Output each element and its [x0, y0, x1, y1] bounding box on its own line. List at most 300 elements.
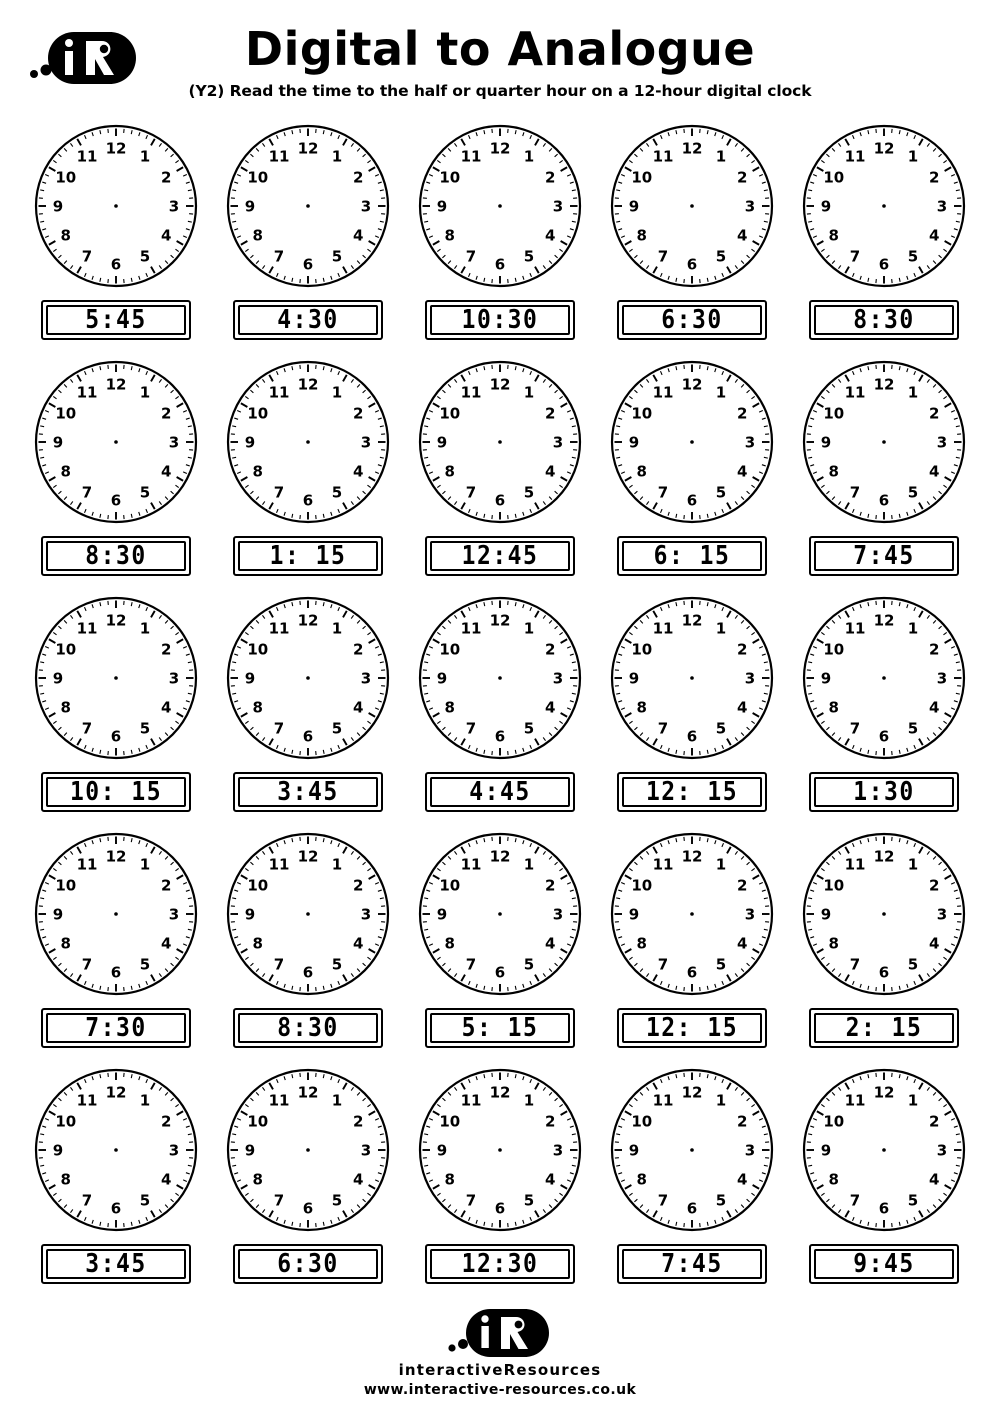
svg-text:2: 2 [737, 876, 748, 895]
digital-display-bezel [814, 305, 954, 335]
digital-time-display [233, 1244, 383, 1284]
digital-time-text: 12: 15 [645, 776, 739, 806]
svg-text:1: 1 [139, 619, 151, 638]
svg-text:10: 10 [55, 876, 77, 895]
svg-text:6: 6 [686, 727, 698, 746]
svg-text:8: 8 [60, 226, 71, 245]
digital-time-display [425, 536, 575, 576]
svg-text:7: 7 [849, 247, 861, 266]
svg-text:8: 8 [60, 698, 71, 717]
page-title: Digital to Analogue [244, 22, 756, 76]
svg-text:3: 3 [936, 197, 948, 216]
digital-time-text: 5: 15 [461, 1012, 539, 1042]
svg-text:3: 3 [552, 197, 564, 216]
svg-text:3: 3 [552, 669, 564, 688]
clock-task-cell [596, 1062, 788, 1298]
svg-text:12: 12 [873, 139, 895, 158]
digital-display-bezel [238, 1249, 378, 1279]
svg-text:1: 1 [331, 619, 343, 638]
digital-time-text: 12:45 [461, 540, 539, 570]
svg-text:5: 5 [331, 247, 343, 266]
clock-task-cell [404, 1062, 596, 1298]
svg-text:7: 7 [465, 719, 477, 738]
digital-time-text: 6: 15 [653, 540, 731, 570]
svg-text:10: 10 [631, 168, 653, 187]
analogue-clock-face[interactable] [412, 118, 588, 294]
analogue-clock-face[interactable] [796, 354, 972, 530]
analogue-clock-face[interactable] [28, 590, 204, 766]
svg-text:5: 5 [331, 719, 343, 738]
digital-time-display [617, 536, 767, 576]
svg-text:6: 6 [302, 727, 314, 746]
analogue-clock-face[interactable] [412, 354, 588, 530]
svg-text:7: 7 [81, 719, 93, 738]
svg-text:12: 12 [489, 847, 511, 866]
svg-text:3: 3 [168, 433, 180, 452]
analogue-clock-face[interactable] [220, 826, 396, 1002]
svg-text:2: 2 [737, 640, 748, 659]
svg-text:6: 6 [110, 1199, 122, 1218]
svg-text:7: 7 [273, 719, 285, 738]
clock-task-cell [404, 354, 596, 590]
digital-display-bezel [622, 1249, 762, 1279]
digital-time-display [41, 1244, 191, 1284]
svg-text:7: 7 [273, 483, 285, 502]
digital-display-bezel [622, 777, 762, 807]
svg-text:5: 5 [331, 483, 343, 502]
digital-time-text: 7:45 [661, 1248, 723, 1278]
svg-text:2: 2 [737, 404, 748, 423]
svg-text:9: 9 [628, 1141, 640, 1160]
digital-display-bezel [622, 305, 762, 335]
analogue-clock-face[interactable] [796, 590, 972, 766]
svg-text:8: 8 [636, 934, 647, 953]
analogue-clock-face[interactable] [412, 1062, 588, 1238]
analogue-clock-face[interactable] [604, 118, 780, 294]
analogue-clock-face[interactable] [604, 1062, 780, 1238]
svg-text:11: 11 [652, 1091, 674, 1110]
svg-text:7: 7 [81, 483, 93, 502]
svg-text:6: 6 [686, 1199, 698, 1218]
svg-text:11: 11 [76, 619, 98, 638]
analogue-clock-face[interactable] [604, 354, 780, 530]
svg-text:8: 8 [828, 698, 839, 717]
svg-text:9: 9 [244, 1141, 256, 1160]
svg-text:5: 5 [715, 719, 727, 738]
digital-time-display [809, 536, 959, 576]
svg-text:6: 6 [302, 963, 314, 982]
svg-text:2: 2 [929, 876, 940, 895]
svg-text:6: 6 [494, 963, 506, 982]
svg-text:2: 2 [353, 876, 364, 895]
svg-text:10: 10 [439, 1112, 461, 1131]
digital-time-text: 10: 15 [69, 776, 163, 806]
svg-text:2: 2 [737, 1112, 748, 1131]
svg-text:11: 11 [268, 383, 290, 402]
svg-text:12: 12 [873, 375, 895, 394]
svg-text:7: 7 [81, 1191, 93, 1210]
svg-text:3: 3 [744, 197, 756, 216]
svg-text:7: 7 [657, 719, 669, 738]
digital-display-bezel [814, 1249, 954, 1279]
analogue-clock-face[interactable] [28, 354, 204, 530]
svg-text:4: 4 [545, 462, 556, 481]
digital-display-bezel [430, 1013, 570, 1043]
svg-text:8: 8 [444, 462, 455, 481]
analogue-clock-face[interactable] [28, 1062, 204, 1238]
svg-text:1: 1 [907, 619, 919, 638]
svg-text:9: 9 [628, 433, 640, 452]
svg-text:3: 3 [744, 1141, 756, 1160]
svg-text:10: 10 [823, 1112, 845, 1131]
svg-text:3: 3 [360, 197, 372, 216]
svg-text:9: 9 [436, 1141, 448, 1160]
analogue-clock-face[interactable] [220, 118, 396, 294]
svg-text:8: 8 [60, 934, 71, 953]
svg-text:6: 6 [110, 255, 122, 274]
svg-text:5: 5 [907, 247, 919, 266]
svg-text:3: 3 [360, 669, 372, 688]
svg-text:8: 8 [636, 1170, 647, 1189]
svg-text:10: 10 [823, 404, 845, 423]
svg-text:4: 4 [929, 934, 940, 953]
digital-time-text: 7:45 [853, 540, 915, 570]
clock-task-cell [20, 826, 212, 1062]
digital-display-bezel [46, 1249, 186, 1279]
svg-text:9: 9 [52, 433, 64, 452]
svg-text:3: 3 [552, 905, 564, 924]
svg-text:8: 8 [636, 698, 647, 717]
svg-text:8: 8 [444, 698, 455, 717]
digital-display-bezel [814, 777, 954, 807]
svg-text:4: 4 [737, 226, 748, 245]
svg-text:12: 12 [105, 611, 127, 630]
svg-text:2: 2 [161, 640, 172, 659]
svg-text:9: 9 [436, 433, 448, 452]
svg-text:8: 8 [252, 462, 263, 481]
svg-text:1: 1 [523, 619, 535, 638]
svg-text:10: 10 [55, 640, 77, 659]
svg-text:5: 5 [139, 483, 151, 502]
clock-task-cell [212, 826, 404, 1062]
digital-display-bezel [622, 541, 762, 571]
svg-text:1: 1 [907, 383, 919, 402]
clock-task-cell [404, 590, 596, 826]
svg-text:12: 12 [105, 847, 127, 866]
clock-task-cell [788, 354, 980, 590]
svg-text:12: 12 [489, 375, 511, 394]
svg-text:4: 4 [929, 698, 940, 717]
svg-text:3: 3 [168, 197, 180, 216]
svg-text:5: 5 [523, 955, 535, 974]
svg-text:7: 7 [465, 247, 477, 266]
digital-display-bezel [46, 777, 186, 807]
analogue-clock-face[interactable] [28, 826, 204, 1002]
digital-time-display [809, 1008, 959, 1048]
svg-text:12: 12 [489, 139, 511, 158]
svg-text:10: 10 [631, 640, 653, 659]
analogue-clock-face[interactable] [796, 118, 972, 294]
svg-text:1: 1 [715, 1091, 727, 1110]
svg-text:8: 8 [252, 934, 263, 953]
digital-display-bezel [238, 305, 378, 335]
svg-text:9: 9 [628, 905, 640, 924]
svg-text:9: 9 [244, 433, 256, 452]
svg-text:12: 12 [297, 375, 319, 394]
clock-task-cell [20, 590, 212, 826]
svg-text:8: 8 [252, 1170, 263, 1189]
svg-text:9: 9 [436, 197, 448, 216]
svg-text:6: 6 [110, 491, 122, 510]
svg-text:2: 2 [353, 640, 364, 659]
svg-text:6: 6 [110, 727, 122, 746]
svg-text:1: 1 [331, 855, 343, 874]
digital-time-text: 5:45 [85, 304, 147, 334]
svg-text:7: 7 [849, 719, 861, 738]
svg-text:1: 1 [523, 147, 535, 166]
svg-text:10: 10 [55, 168, 77, 187]
svg-text:4: 4 [353, 934, 364, 953]
svg-text:5: 5 [715, 483, 727, 502]
svg-text:11: 11 [844, 147, 866, 166]
svg-text:4: 4 [161, 462, 172, 481]
svg-text:7: 7 [273, 247, 285, 266]
digital-display-bezel [238, 1013, 378, 1043]
svg-text:7: 7 [273, 1191, 285, 1210]
digital-time-display [425, 772, 575, 812]
svg-text:11: 11 [460, 1091, 482, 1110]
svg-text:2: 2 [353, 168, 364, 187]
svg-text:1: 1 [139, 1091, 151, 1110]
svg-text:1: 1 [715, 147, 727, 166]
svg-text:7: 7 [465, 955, 477, 974]
page-footer [0, 1307, 1000, 1398]
digital-time-text: 9:45 [853, 1248, 915, 1278]
svg-text:3: 3 [360, 433, 372, 452]
digital-display-bezel [814, 541, 954, 571]
svg-text:8: 8 [444, 226, 455, 245]
digital-display-bezel [814, 1013, 954, 1043]
digital-time-display [425, 1008, 575, 1048]
svg-text:10: 10 [247, 640, 269, 659]
svg-text:2: 2 [161, 168, 172, 187]
svg-text:8: 8 [252, 698, 263, 717]
svg-text:12: 12 [105, 139, 127, 158]
clock-task-cell [212, 118, 404, 354]
clock-task-cell [212, 354, 404, 590]
digital-time-display [425, 300, 575, 340]
svg-text:6: 6 [494, 727, 506, 746]
digital-time-display [233, 536, 383, 576]
digital-time-text: 12: 15 [645, 1012, 739, 1042]
svg-text:12: 12 [489, 1083, 511, 1102]
svg-text:9: 9 [820, 1141, 832, 1160]
brand-logo-icon [24, 30, 144, 86]
svg-text:2: 2 [353, 1112, 364, 1131]
digital-time-text: 7:30 [85, 1012, 147, 1042]
clock-task-cell [788, 118, 980, 354]
digital-display-bezel [430, 1249, 570, 1279]
digital-display-bezel [430, 777, 570, 807]
digital-time-text: 4:45 [469, 776, 531, 806]
svg-text:11: 11 [844, 619, 866, 638]
svg-text:5: 5 [139, 719, 151, 738]
svg-text:5: 5 [523, 483, 535, 502]
digital-time-display [809, 300, 959, 340]
svg-text:10: 10 [55, 1112, 77, 1131]
page-subtitle: (Y2) Read the time to the half or quarter hour on a 12-hour digital clock [188, 82, 812, 100]
svg-text:9: 9 [820, 905, 832, 924]
svg-text:7: 7 [849, 955, 861, 974]
clock-task-cell [788, 590, 980, 826]
clock-task-cell [20, 118, 212, 354]
svg-text:10: 10 [439, 404, 461, 423]
svg-text:3: 3 [552, 433, 564, 452]
svg-text:2: 2 [161, 1112, 172, 1131]
analogue-clock-face[interactable] [796, 826, 972, 1002]
digital-time-display [41, 536, 191, 576]
svg-text:5: 5 [523, 1191, 535, 1210]
svg-text:4: 4 [353, 462, 364, 481]
digital-time-display [41, 1008, 191, 1048]
svg-text:5: 5 [139, 247, 151, 266]
svg-text:2: 2 [929, 168, 940, 187]
svg-text:11: 11 [460, 147, 482, 166]
analogue-clock-face[interactable] [412, 826, 588, 1002]
svg-text:7: 7 [849, 1191, 861, 1210]
svg-text:12: 12 [873, 847, 895, 866]
svg-text:3: 3 [168, 669, 180, 688]
analogue-clock-face[interactable] [220, 1062, 396, 1238]
svg-text:8: 8 [828, 934, 839, 953]
digital-display-bezel [46, 305, 186, 335]
svg-text:4: 4 [161, 226, 172, 245]
svg-text:6: 6 [302, 255, 314, 274]
svg-text:8: 8 [60, 462, 71, 481]
footer-website-url: www.interactive-resources.co.uk [363, 1382, 637, 1398]
svg-text:7: 7 [465, 483, 477, 502]
svg-text:5: 5 [907, 955, 919, 974]
clock-task-cell [596, 590, 788, 826]
svg-text:10: 10 [631, 876, 653, 895]
svg-text:7: 7 [81, 247, 93, 266]
analogue-clock-face[interactable] [28, 118, 204, 294]
digital-time-display [233, 772, 383, 812]
digital-time-text: 3:45 [85, 1248, 147, 1278]
digital-time-display [617, 1008, 767, 1048]
svg-text:6: 6 [494, 491, 506, 510]
svg-text:5: 5 [715, 247, 727, 266]
svg-text:6: 6 [878, 491, 890, 510]
digital-display-bezel [46, 1013, 186, 1043]
digital-display-bezel [46, 541, 186, 571]
svg-text:8: 8 [828, 1170, 839, 1189]
svg-text:5: 5 [715, 955, 727, 974]
svg-text:12: 12 [489, 611, 511, 630]
svg-text:5: 5 [523, 247, 535, 266]
svg-text:9: 9 [628, 197, 640, 216]
svg-text:6: 6 [686, 963, 698, 982]
digital-time-text: 8:30 [85, 540, 147, 570]
svg-text:10: 10 [247, 876, 269, 895]
svg-text:1: 1 [907, 147, 919, 166]
svg-text:2: 2 [545, 876, 556, 895]
svg-text:9: 9 [52, 669, 64, 688]
digital-time-text: 8:30 [853, 304, 915, 334]
footer-brand-name: interactiveResources [398, 1361, 602, 1379]
svg-text:7: 7 [81, 955, 93, 974]
svg-text:5: 5 [331, 1191, 343, 1210]
digital-display-bezel [430, 305, 570, 335]
digital-time-display [617, 772, 767, 812]
svg-text:7: 7 [849, 483, 861, 502]
svg-text:9: 9 [52, 905, 64, 924]
svg-text:5: 5 [907, 719, 919, 738]
svg-text:11: 11 [652, 383, 674, 402]
svg-text:11: 11 [460, 383, 482, 402]
digital-time-display [617, 1244, 767, 1284]
clock-task-cell [404, 118, 596, 354]
digital-display-bezel [430, 541, 570, 571]
svg-text:12: 12 [297, 847, 319, 866]
worksheet-grid [20, 118, 980, 1298]
digital-time-text: 1:30 [853, 776, 915, 806]
svg-text:6: 6 [878, 963, 890, 982]
svg-text:1: 1 [907, 1091, 919, 1110]
svg-text:2: 2 [545, 168, 556, 187]
svg-text:12: 12 [105, 375, 127, 394]
svg-text:5: 5 [523, 719, 535, 738]
svg-text:6: 6 [878, 1199, 890, 1218]
svg-text:7: 7 [657, 483, 669, 502]
svg-text:4: 4 [545, 226, 556, 245]
svg-text:1: 1 [523, 855, 535, 874]
svg-text:8: 8 [828, 226, 839, 245]
svg-text:12: 12 [681, 847, 703, 866]
analogue-clock-face[interactable] [220, 590, 396, 766]
svg-text:9: 9 [244, 905, 256, 924]
svg-text:5: 5 [139, 1191, 151, 1210]
svg-text:3: 3 [168, 905, 180, 924]
svg-text:10: 10 [55, 404, 77, 423]
svg-text:5: 5 [715, 1191, 727, 1210]
svg-text:2: 2 [929, 1112, 940, 1131]
svg-text:2: 2 [353, 404, 364, 423]
digital-time-text: 6:30 [277, 1248, 339, 1278]
svg-text:2: 2 [545, 404, 556, 423]
clock-task-cell [596, 118, 788, 354]
svg-text:9: 9 [52, 197, 64, 216]
digital-display-bezel [238, 541, 378, 571]
svg-text:2: 2 [545, 640, 556, 659]
svg-text:11: 11 [460, 855, 482, 874]
digital-time-display [233, 300, 383, 340]
svg-text:10: 10 [247, 1112, 269, 1131]
analogue-clock-face[interactable] [604, 590, 780, 766]
svg-text:11: 11 [268, 147, 290, 166]
analogue-clock-face[interactable] [412, 590, 588, 766]
analogue-clock-face[interactable] [604, 826, 780, 1002]
clock-task-cell [788, 826, 980, 1062]
analogue-clock-face[interactable] [796, 1062, 972, 1238]
analogue-clock-face[interactable] [220, 354, 396, 530]
svg-text:11: 11 [844, 1091, 866, 1110]
clock-task-cell [20, 1062, 212, 1298]
svg-text:3: 3 [744, 669, 756, 688]
svg-text:10: 10 [439, 876, 461, 895]
svg-text:11: 11 [844, 383, 866, 402]
svg-text:8: 8 [636, 462, 647, 481]
